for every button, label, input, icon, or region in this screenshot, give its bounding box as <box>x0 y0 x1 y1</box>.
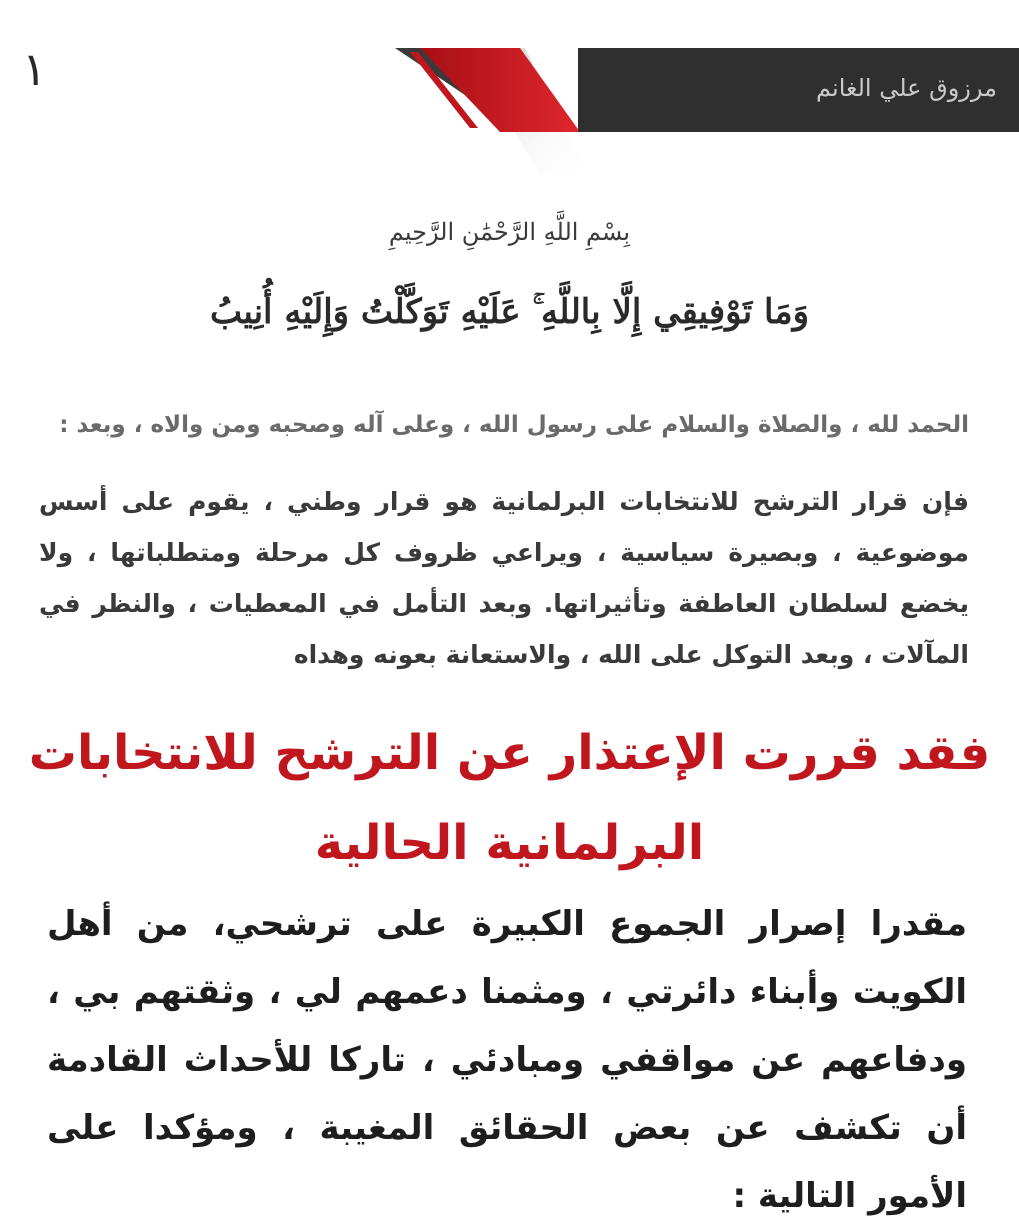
author-name: مرزوق علي الغانم <box>816 74 997 102</box>
decision-headline: فقد قررت الإعتذار عن الترشح للانتخابات البرلمانية الحالية <box>28 725 991 871</box>
intro-paragraph: فإن قرار الترشح للانتخابات البرلمانية هو قرار وطني ، يقوم على أسس موضوعية ، وبصيرة سياسية ، ويراعي ظروف كل مرحلة ومتطلباتها ، ولا يخضع لسلطان العاطفة وتأثيراتها. وبعد التأمل في المعطيات ، والنظر في المآلات ، وبعد التوكل على الله ، والاستعانة بعونه وهداه <box>39 487 969 669</box>
opening-praise: الحمد لله ، والصلاة والسلام على رسول الله ، وعلى آله وصحبه ومن والاه ، وبعد : <box>59 412 969 438</box>
basmala-calligraphy: بِسْمِ اللَّهِ الرَّحْمَٰنِ الرَّحِيمِ <box>388 218 631 246</box>
body-paragraph: مقدرا إصرار الجموع الكبيرة على ترشحي، من أهل الكويت وأبناء دائرتي ، ومثمنا دعمهم لي ، وثقتهم بي ، ودفاعهم عن مواقفي ومبادئي ، تاركا للأحداث القادمة أن تكشف عن بعض الحقائق المغيبة ، ومؤكدا على الأمور التالية : <box>47 904 967 1216</box>
page-number: ١ <box>22 42 47 96</box>
quran-verse: وَمَا تَوْفِيقِي إِلَّا بِاللَّهِ ۚ عَلَيْهِ تَوَكَّلْتُ وَإِلَيْهِ أُنِيبُ <box>209 292 810 332</box>
